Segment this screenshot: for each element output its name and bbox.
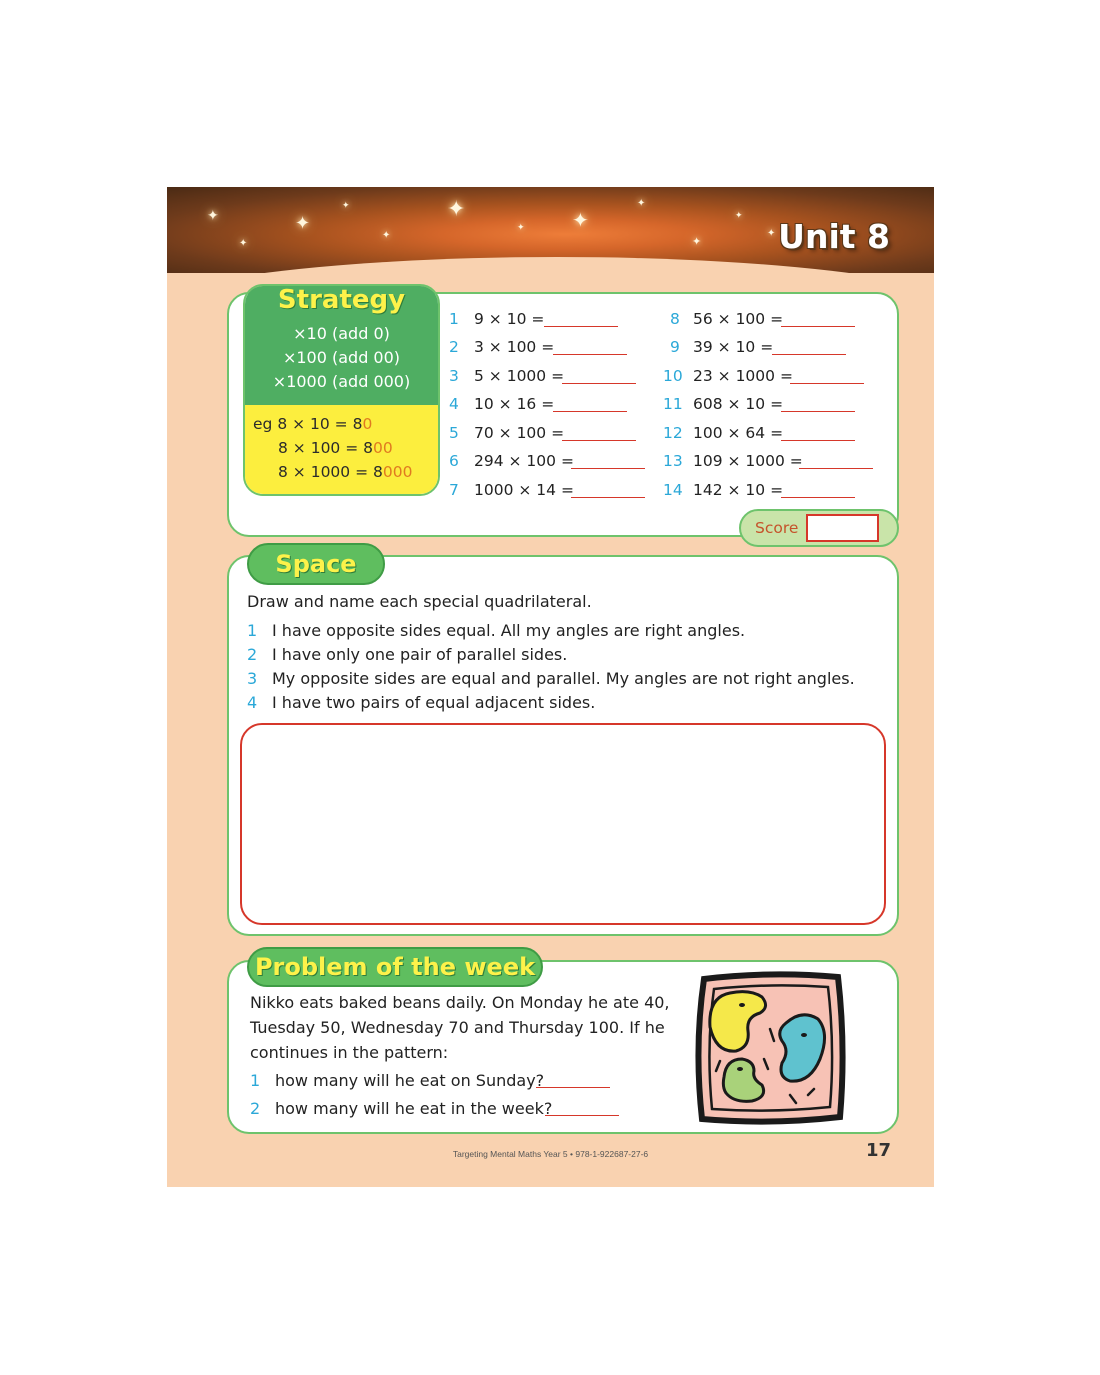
unit-title: Unit 8 — [778, 217, 890, 256]
question-number: 8 — [670, 310, 680, 328]
item-number: 4 — [247, 693, 258, 712]
score-label: Score — [755, 519, 799, 537]
strategy-rule: ×10 (add 0) — [293, 324, 390, 343]
answer-blank[interactable] — [781, 326, 855, 327]
example-expression: 8 × 10 = — [277, 415, 353, 433]
item-number: 3 — [247, 669, 258, 688]
example-result-zeros: 0 — [362, 415, 373, 433]
sparkle-icon: ✦ — [517, 223, 525, 233]
sparkle-icon: ✦ — [447, 197, 466, 222]
question-text: 10 × 16 = — [474, 395, 555, 413]
sparkle-icon: ✦ — [692, 235, 702, 248]
problem-text-line: Tuesday 50, Wednesday 70 and Thursday 100. If he — [250, 1018, 665, 1037]
problem-text-line: Nikko eats baked beans daily. On Monday he ate 40, — [250, 993, 670, 1012]
question-number: 4 — [449, 395, 459, 413]
problem-question: how many will he eat on Sunday? — [275, 1071, 545, 1090]
sparkle-icon: ✦ — [637, 198, 646, 209]
problem-text-line: continues in the pattern: — [250, 1043, 449, 1062]
sparkle-icon: ✦ — [382, 230, 391, 241]
answer-blank[interactable] — [799, 468, 873, 469]
question-number: 6 — [449, 452, 459, 470]
question-number: 9 — [670, 338, 680, 356]
space-instruction: Draw and name each special quadrilateral. — [247, 592, 592, 611]
example-prefix: eg — [253, 415, 278, 433]
question-text: 100 × 64 = — [693, 424, 784, 442]
item-number: 1 — [247, 621, 258, 640]
example-expression: 8 × 100 = — [278, 439, 364, 457]
question-text: 23 × 1000 = — [693, 367, 793, 385]
sparkle-icon: ✦ — [239, 238, 248, 249]
answer-blank[interactable] — [781, 440, 855, 441]
problem-question: how many will he eat in the week? — [275, 1099, 553, 1118]
answer-blank[interactable] — [571, 468, 645, 469]
baked-beans-plate-icon — [690, 967, 850, 1127]
footer-credit: Targeting Mental Maths Year 5 • 978-1-922687-27-6 — [452, 1149, 649, 1159]
drawing-area[interactable] — [240, 723, 886, 925]
question-number: 13 — [663, 452, 683, 470]
question-number: 12 — [663, 424, 683, 442]
answer-blank[interactable] — [545, 1115, 619, 1116]
sparkle-icon: ✦ — [295, 213, 311, 234]
example-result-base: 8 — [352, 415, 363, 433]
example-result-base: 8 — [373, 463, 383, 481]
example-result-zeros: 00 — [373, 439, 393, 457]
answer-blank[interactable] — [781, 411, 855, 412]
strategy-title: Strategy — [277, 285, 406, 315]
question-text: 294 × 100 = — [474, 452, 574, 470]
answer-blank[interactable] — [562, 383, 636, 384]
strategy-rules-area — [245, 286, 438, 405]
question-number: 1 — [449, 310, 459, 328]
answer-blank[interactable] — [562, 440, 636, 441]
answer-blank[interactable] — [536, 1087, 610, 1088]
question-text: 1000 × 14 = — [474, 481, 574, 499]
question-number: 14 — [663, 481, 683, 499]
example-expression: 8 × 1000 = — [278, 463, 373, 481]
question-number: 2 — [449, 338, 459, 356]
item-number: 2 — [247, 645, 258, 664]
strategy-rule: ×100 (add 00) — [282, 348, 401, 367]
question-number: 11 — [663, 395, 683, 413]
answer-blank[interactable] — [772, 354, 846, 355]
item-number: 1 — [250, 1071, 261, 1090]
question-number: 10 — [663, 367, 683, 385]
worksheet-page — [167, 187, 934, 1187]
question-number: 3 — [449, 367, 459, 385]
space-item-text: My opposite sides are equal and parallel. My angles are not right angles. — [272, 669, 855, 688]
example-result-zeros: 000 — [382, 463, 413, 481]
question-text: 9 × 10 = — [474, 310, 545, 328]
example-line — [278, 463, 412, 481]
space-section-title: Space — [247, 543, 385, 585]
score-input[interactable] — [806, 514, 879, 542]
strategy-rule: ×1000 (add 000) — [272, 372, 411, 391]
sparkle-icon: ✦ — [767, 228, 776, 239]
question-text: 109 × 1000 = — [693, 452, 803, 470]
question-number: 7 — [449, 481, 459, 499]
problem-section-title: Problem of the week — [247, 947, 543, 987]
answer-blank[interactable] — [553, 354, 627, 355]
answer-blank[interactable] — [571, 497, 645, 498]
example-result-base: 8 — [363, 439, 374, 457]
question-text: 39 × 10 = — [693, 338, 774, 356]
question-text: 70 × 100 = — [474, 424, 565, 442]
sparkle-icon: ✦ — [207, 208, 219, 224]
sparkle-icon: ✦ — [735, 211, 743, 221]
question-number: 5 — [449, 424, 459, 442]
example-line — [278, 439, 393, 457]
space-item-text: I have two pairs of equal adjacent sides. — [272, 693, 596, 712]
question-text: 56 × 100 = — [693, 310, 784, 328]
item-number: 2 — [250, 1099, 261, 1118]
page-number: 17 — [865, 1140, 891, 1161]
space-item-text: I have only one pair of parallel sides. — [272, 645, 568, 664]
sparkle-icon: ✦ — [572, 208, 589, 232]
question-text: 3 × 100 = — [474, 338, 555, 356]
score-area — [739, 509, 899, 547]
answer-blank[interactable] — [544, 326, 618, 327]
answer-blank[interactable] — [781, 497, 855, 498]
answer-blank[interactable] — [553, 411, 627, 412]
question-text: 5 × 1000 = — [474, 367, 565, 385]
strategy-box — [243, 284, 440, 496]
question-text: 142 × 10 = — [693, 481, 784, 499]
question-text: 608 × 10 = — [693, 395, 784, 413]
sparkle-icon: ✦ — [342, 201, 350, 211]
strategy-examples-area — [245, 405, 438, 496]
example-line — [253, 415, 372, 433]
space-item-text: I have opposite sides equal. All my angles are right angles. — [272, 621, 746, 640]
answer-blank[interactable] — [790, 383, 864, 384]
